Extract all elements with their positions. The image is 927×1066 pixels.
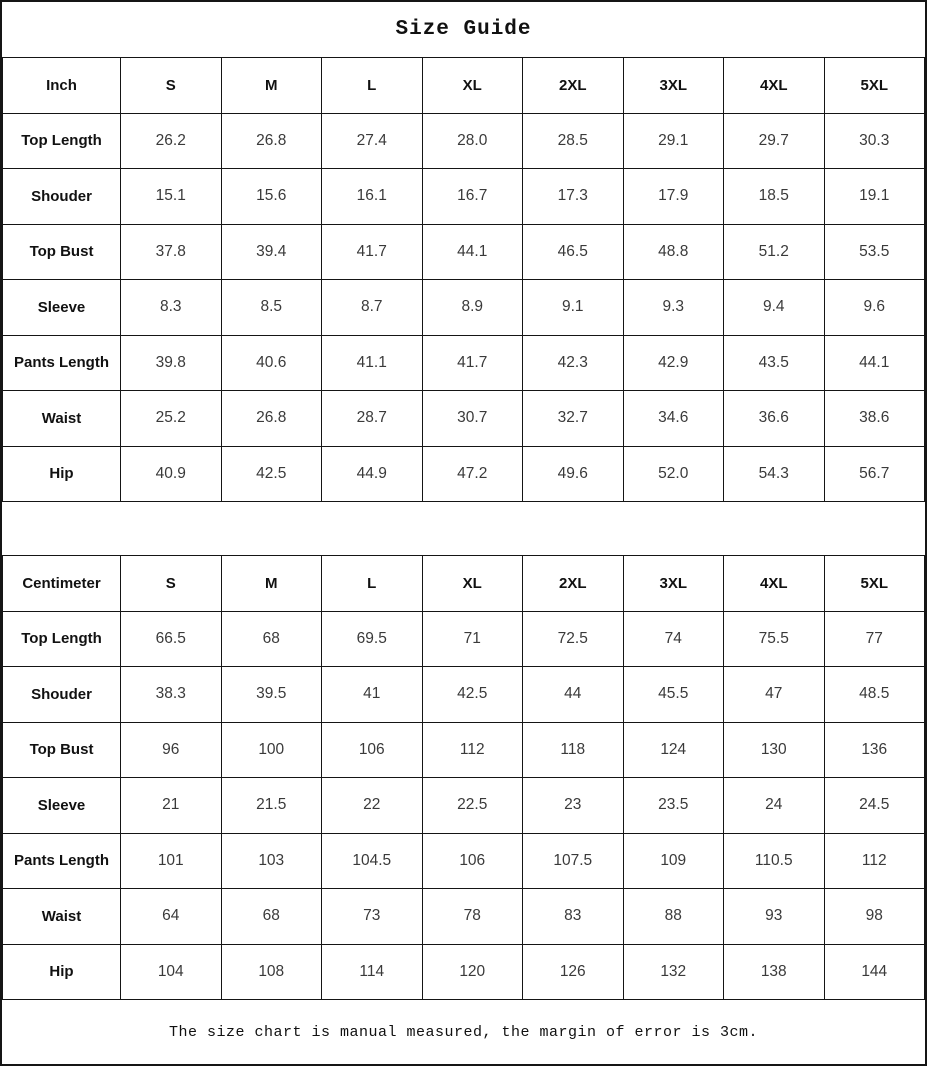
measurement-value-cell: 100 xyxy=(221,722,322,778)
table-row xyxy=(3,280,925,336)
measurement-value-cell: 41.7 xyxy=(422,335,523,391)
measurement-value-cell: 124 xyxy=(623,722,724,778)
measurement-value-cell: 23.5 xyxy=(623,778,724,834)
measurement-value-cell: 42.3 xyxy=(523,335,624,391)
measurement-value-cell: 51.2 xyxy=(724,224,825,280)
table-row xyxy=(3,833,925,889)
measurement-value-cell: 47 xyxy=(724,667,825,723)
measurement-label-cell: Top Bust xyxy=(3,224,121,280)
measurement-value-cell: 101 xyxy=(121,833,222,889)
measurement-value-cell: 41.1 xyxy=(322,335,423,391)
size-header-cell: XL xyxy=(422,58,523,114)
page-title: Size Guide xyxy=(395,18,532,41)
measurement-value-cell: 66.5 xyxy=(121,611,222,667)
size-header-cell: 2XL xyxy=(523,556,624,612)
measurement-value-cell: 103 xyxy=(221,833,322,889)
measurement-value-cell: 52.0 xyxy=(623,446,724,502)
table-spacer xyxy=(2,502,925,555)
measurement-value-cell: 88 xyxy=(623,889,724,945)
measurement-value-cell: 75.5 xyxy=(724,611,825,667)
measurement-value-cell: 73 xyxy=(322,889,423,945)
measurement-value-cell: 29.7 xyxy=(724,113,825,169)
measurement-label-cell: Shouder xyxy=(3,667,121,723)
measurement-value-cell: 41 xyxy=(322,667,423,723)
measurement-value-cell: 26.2 xyxy=(121,113,222,169)
measurement-value-cell: 26.8 xyxy=(221,391,322,447)
measurement-value-cell: 8.7 xyxy=(322,280,423,336)
unit-label-cell: Inch xyxy=(3,58,121,114)
table-row xyxy=(3,611,925,667)
measurement-value-cell: 69.5 xyxy=(322,611,423,667)
measurement-value-cell: 104.5 xyxy=(322,833,423,889)
measurement-value-cell: 29.1 xyxy=(623,113,724,169)
measurement-value-cell: 19.1 xyxy=(824,169,925,225)
measurement-value-cell: 15.6 xyxy=(221,169,322,225)
measurement-value-cell: 48.5 xyxy=(824,667,925,723)
measurement-value-cell: 43.5 xyxy=(724,335,825,391)
measurement-value-cell: 71 xyxy=(422,611,523,667)
table-row xyxy=(3,335,925,391)
size-header-cell: 3XL xyxy=(623,556,724,612)
header-row xyxy=(3,58,925,114)
measurement-value-cell: 106 xyxy=(322,722,423,778)
measurement-value-cell: 27.4 xyxy=(322,113,423,169)
measurement-value-cell: 104 xyxy=(121,944,222,1000)
measurement-value-cell: 68 xyxy=(221,611,322,667)
size-header-cell: 3XL xyxy=(623,58,724,114)
measurement-value-cell: 9.6 xyxy=(824,280,925,336)
size-header-cell: 4XL xyxy=(724,58,825,114)
measurement-label-cell: Top Bust xyxy=(3,722,121,778)
unit-label-cell: Centimeter xyxy=(3,556,121,612)
measurement-value-cell: 38.6 xyxy=(824,391,925,447)
measurement-value-cell: 64 xyxy=(121,889,222,945)
measurement-value-cell: 40.9 xyxy=(121,446,222,502)
measurement-label-cell: Hip xyxy=(3,944,121,1000)
measurement-value-cell: 32.7 xyxy=(523,391,624,447)
measurement-label-cell: Top Length xyxy=(3,113,121,169)
size-header-cell: 2XL xyxy=(523,58,624,114)
measurement-value-cell: 130 xyxy=(724,722,825,778)
measurement-value-cell: 49.6 xyxy=(523,446,624,502)
measurement-value-cell: 78 xyxy=(422,889,523,945)
measurement-value-cell: 110.5 xyxy=(724,833,825,889)
table-row xyxy=(3,667,925,723)
measurement-value-cell: 39.8 xyxy=(121,335,222,391)
measurement-value-cell: 109 xyxy=(623,833,724,889)
measurement-value-cell: 40.6 xyxy=(221,335,322,391)
measurement-value-cell: 74 xyxy=(623,611,724,667)
measurement-value-cell: 8.5 xyxy=(221,280,322,336)
size-header-cell: 5XL xyxy=(824,58,925,114)
footer-note: The size chart is manual measured, the margin of error is 3cm. xyxy=(168,1023,759,1041)
measurement-value-cell: 39.4 xyxy=(221,224,322,280)
measurement-value-cell: 41.7 xyxy=(322,224,423,280)
measurement-value-cell: 28.7 xyxy=(322,391,423,447)
measurement-label-cell: Shouder xyxy=(3,169,121,225)
measurement-value-cell: 138 xyxy=(724,944,825,1000)
measurement-value-cell: 15.1 xyxy=(121,169,222,225)
measurement-label-cell: Pants Length xyxy=(3,833,121,889)
measurement-value-cell: 9.4 xyxy=(724,280,825,336)
measurement-value-cell: 37.8 xyxy=(121,224,222,280)
measurement-value-cell: 22 xyxy=(322,778,423,834)
size-header-cell: 5XL xyxy=(824,556,925,612)
size-header-cell: M xyxy=(221,556,322,612)
table-row xyxy=(3,778,925,834)
size-header-cell: 4XL xyxy=(724,556,825,612)
measurement-value-cell: 9.3 xyxy=(623,280,724,336)
measurement-value-cell: 38.3 xyxy=(121,667,222,723)
size-table-centimeter xyxy=(2,555,925,1000)
measurement-value-cell: 120 xyxy=(422,944,523,1000)
measurement-label-cell: Hip xyxy=(3,446,121,502)
measurement-label-cell: Sleeve xyxy=(3,778,121,834)
measurement-value-cell: 107.5 xyxy=(523,833,624,889)
measurement-value-cell: 106 xyxy=(422,833,523,889)
table-row xyxy=(3,446,925,502)
measurement-value-cell: 16.1 xyxy=(322,169,423,225)
measurement-value-cell: 56.7 xyxy=(824,446,925,502)
measurement-value-cell: 144 xyxy=(824,944,925,1000)
measurement-value-cell: 8.3 xyxy=(121,280,222,336)
measurement-value-cell: 53.5 xyxy=(824,224,925,280)
measurement-label-cell: Waist xyxy=(3,391,121,447)
table-row xyxy=(3,889,925,945)
measurement-value-cell: 42.9 xyxy=(623,335,724,391)
measurement-value-cell: 136 xyxy=(824,722,925,778)
measurement-value-cell: 39.5 xyxy=(221,667,322,723)
size-header-cell: S xyxy=(121,58,222,114)
measurement-label-cell: Sleeve xyxy=(3,280,121,336)
measurement-value-cell: 36.6 xyxy=(724,391,825,447)
header-row xyxy=(3,556,925,612)
measurement-value-cell: 98 xyxy=(824,889,925,945)
measurement-value-cell: 68 xyxy=(221,889,322,945)
table-row xyxy=(3,944,925,1000)
size-header-cell: L xyxy=(322,556,423,612)
measurement-value-cell: 44.1 xyxy=(824,335,925,391)
measurement-value-cell: 9.1 xyxy=(523,280,624,336)
measurement-value-cell: 44.1 xyxy=(422,224,523,280)
size-header-cell: M xyxy=(221,58,322,114)
measurement-value-cell: 83 xyxy=(523,889,624,945)
measurement-value-cell: 24 xyxy=(724,778,825,834)
measurement-label-cell: Pants Length xyxy=(3,335,121,391)
measurement-value-cell: 21.5 xyxy=(221,778,322,834)
measurement-value-cell: 108 xyxy=(221,944,322,1000)
measurement-value-cell: 44.9 xyxy=(322,446,423,502)
measurement-value-cell: 25.2 xyxy=(121,391,222,447)
size-table-inch xyxy=(2,57,925,502)
measurement-value-cell: 47.2 xyxy=(422,446,523,502)
table-row xyxy=(3,391,925,447)
measurement-label-cell: Waist xyxy=(3,889,121,945)
size-header-cell: S xyxy=(121,556,222,612)
size-header-cell: L xyxy=(322,58,423,114)
measurement-value-cell: 48.8 xyxy=(623,224,724,280)
measurement-value-cell: 21 xyxy=(121,778,222,834)
measurement-label-cell: Top Length xyxy=(3,611,121,667)
measurement-value-cell: 72.5 xyxy=(523,611,624,667)
size-header-cell: XL xyxy=(422,556,523,612)
measurement-value-cell: 93 xyxy=(724,889,825,945)
measurement-value-cell: 54.3 xyxy=(724,446,825,502)
measurement-value-cell: 96 xyxy=(121,722,222,778)
measurement-value-cell: 42.5 xyxy=(422,667,523,723)
measurement-value-cell: 30.7 xyxy=(422,391,523,447)
measurement-value-cell: 30.3 xyxy=(824,113,925,169)
table-row xyxy=(3,722,925,778)
measurement-value-cell: 17.3 xyxy=(523,169,624,225)
measurement-value-cell: 132 xyxy=(623,944,724,1000)
measurement-value-cell: 24.5 xyxy=(824,778,925,834)
measurement-value-cell: 16.7 xyxy=(422,169,523,225)
measurement-value-cell: 42.5 xyxy=(221,446,322,502)
measurement-value-cell: 118 xyxy=(523,722,624,778)
measurement-value-cell: 17.9 xyxy=(623,169,724,225)
measurement-value-cell: 23 xyxy=(523,778,624,834)
measurement-value-cell: 44 xyxy=(523,667,624,723)
measurement-value-cell: 28.0 xyxy=(422,113,523,169)
measurement-value-cell: 112 xyxy=(824,833,925,889)
measurement-value-cell: 114 xyxy=(322,944,423,1000)
measurement-value-cell: 22.5 xyxy=(422,778,523,834)
measurement-value-cell: 126 xyxy=(523,944,624,1000)
table-row xyxy=(3,224,925,280)
measurement-value-cell: 112 xyxy=(422,722,523,778)
measurement-value-cell: 45.5 xyxy=(623,667,724,723)
measurement-value-cell: 18.5 xyxy=(724,169,825,225)
table-row xyxy=(3,113,925,169)
table-row xyxy=(3,169,925,225)
measurement-value-cell: 26.8 xyxy=(221,113,322,169)
measurement-value-cell: 77 xyxy=(824,611,925,667)
measurement-value-cell: 8.9 xyxy=(422,280,523,336)
measurement-value-cell: 28.5 xyxy=(523,113,624,169)
measurement-value-cell: 46.5 xyxy=(523,224,624,280)
measurement-value-cell: 34.6 xyxy=(623,391,724,447)
